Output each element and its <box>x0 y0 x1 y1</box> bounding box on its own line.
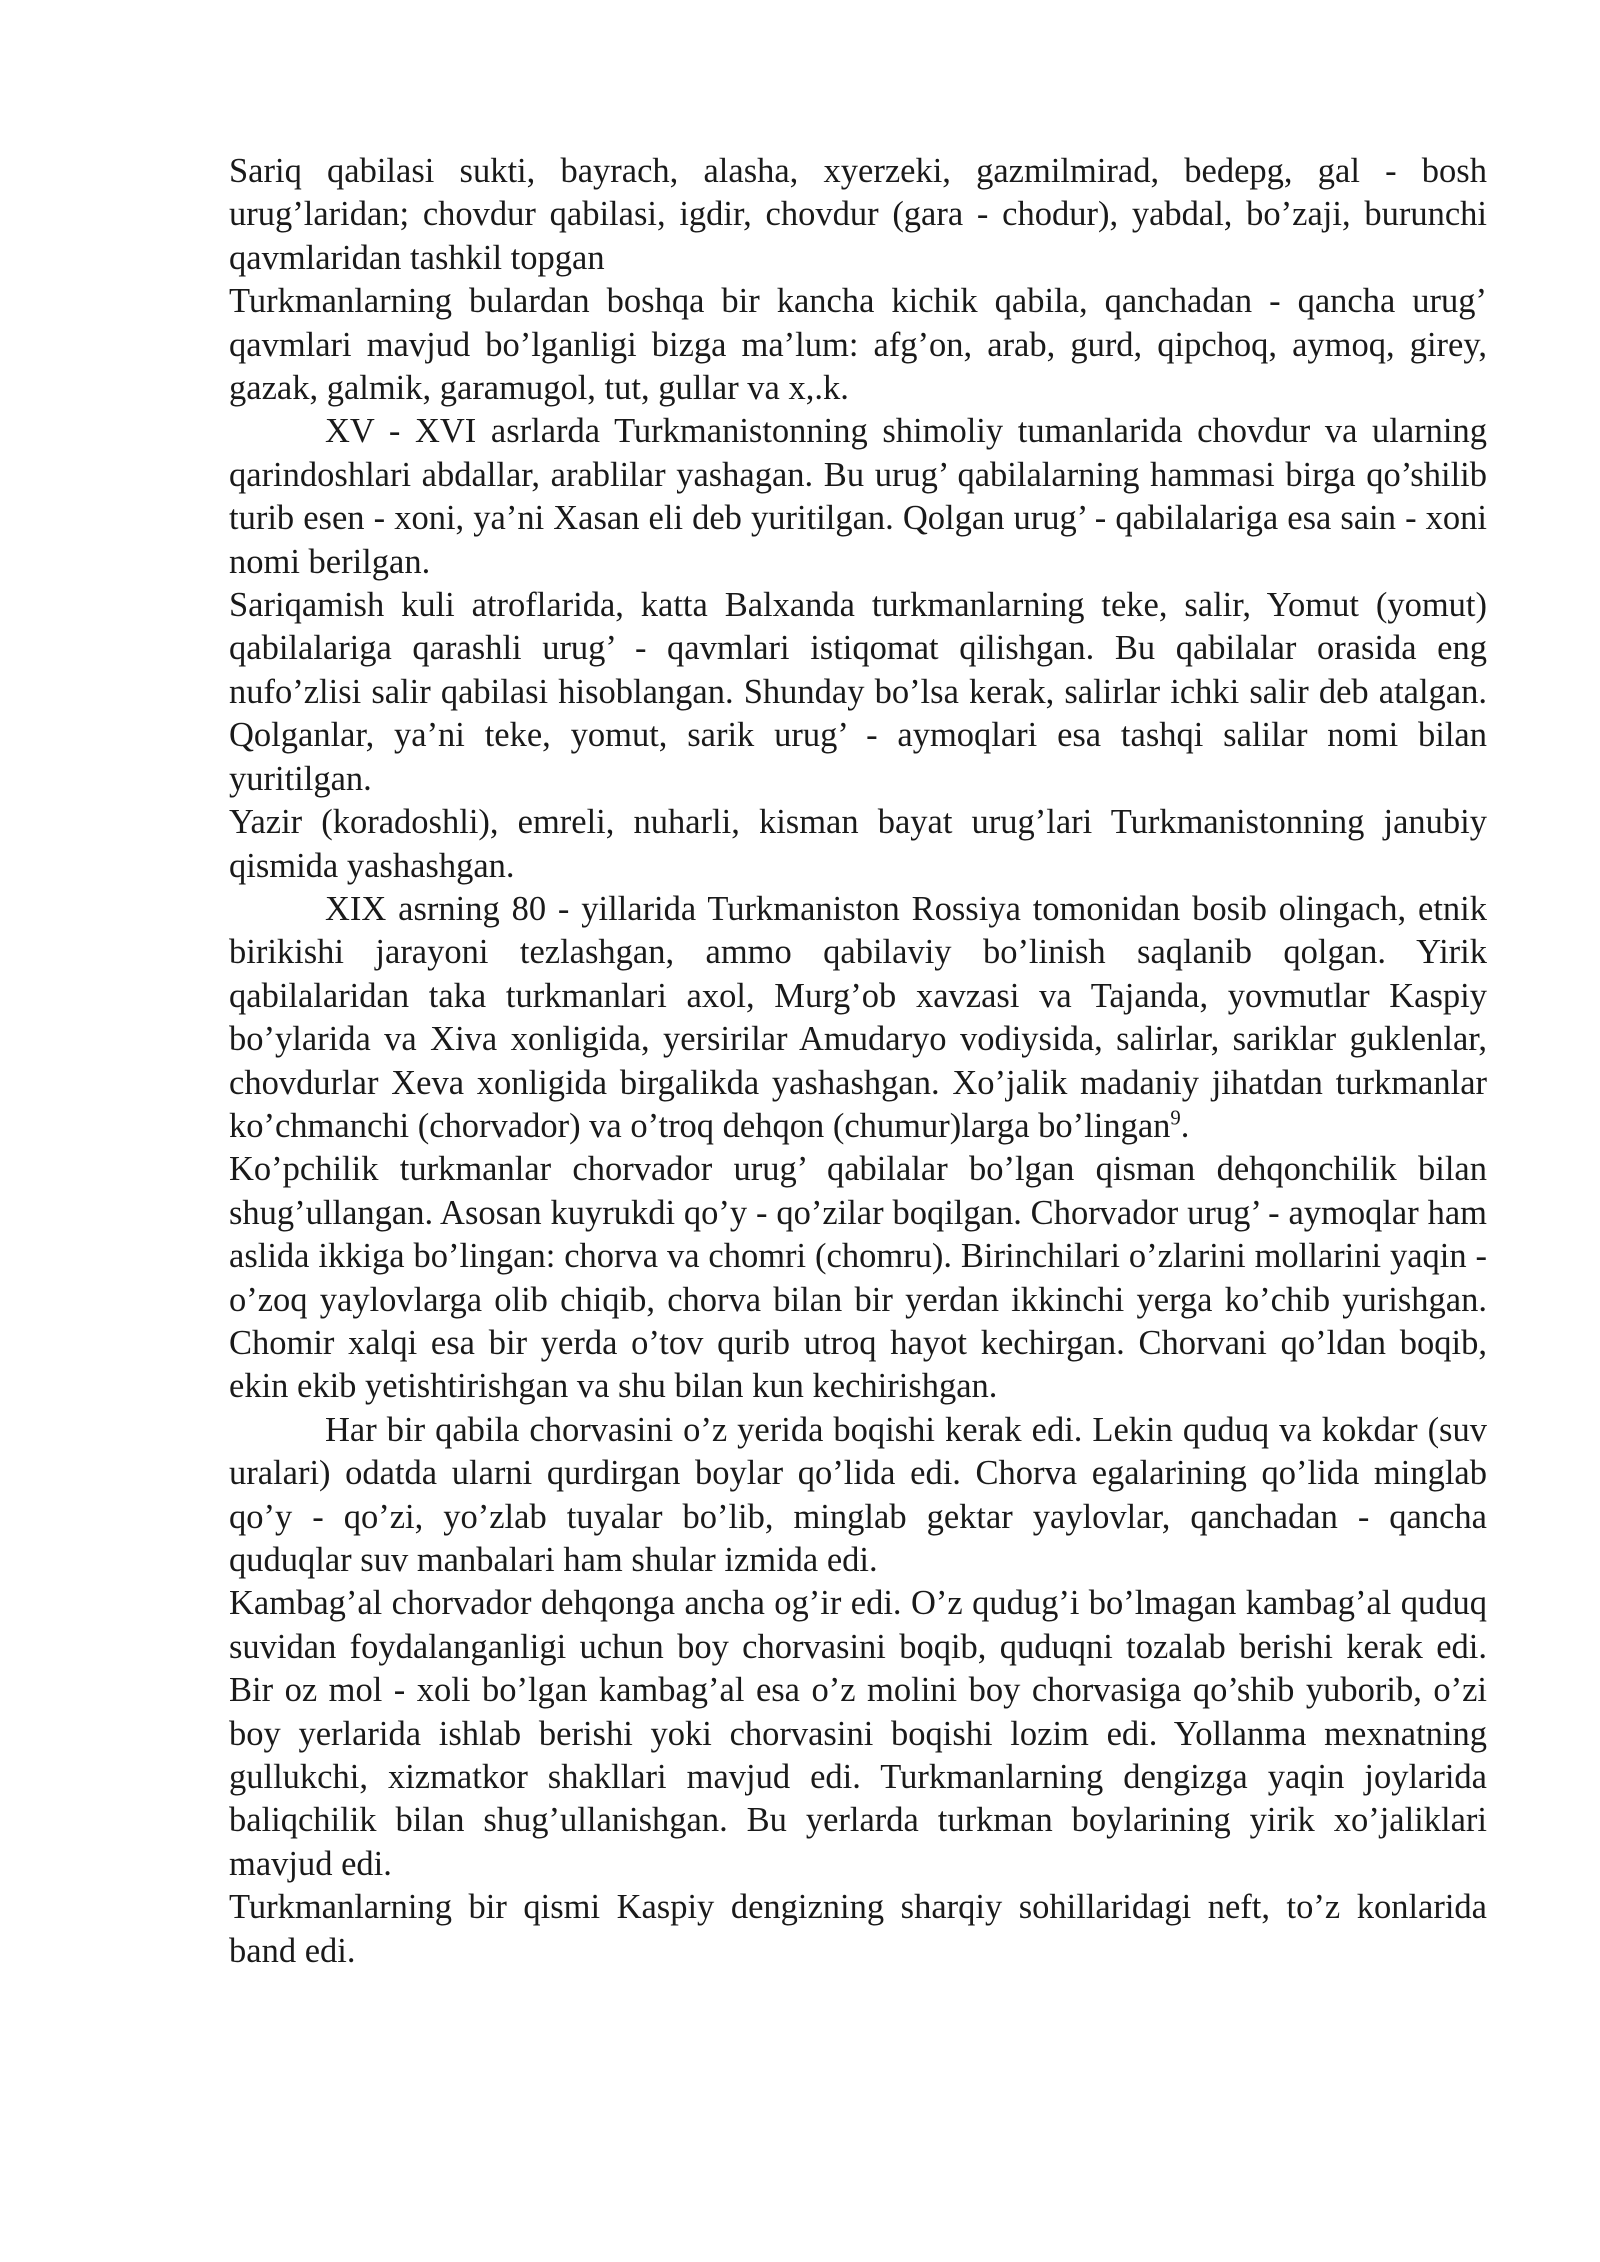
document-page <box>229 150 1487 1973</box>
footnote-marker: 9 <box>1170 1107 1181 1130</box>
paragraph-9: Kambag’al chorvador dehqonga ancha og’ir edi. O’z qudug’i bo’lmagan kambag’al quduq suvidan foydalanganligi uchun boy chorvasini boqib, quduqni tozalab berishi kerak edi. Bir oz mol - xoli bo’lgan kambag’al esa o’z molini boy chorvasiga qo’shib yuborib, o’zi boy yerlarida ishlab berishi yoki chorvasini boqishi lozim edi. Yollanma mexnatning gullukchi, xizmatkor shakllari mavjud edi. Turkmanlarning dengizga yaqin joylarida baliqchilik bilan shug’ullanishgan. Bu yerlarda turkman boylarining yirik xo’jaliklari mavjud edi. <box>229 1584 1487 1883</box>
paragraph-10: Turkmanlarning bir qismi Kaspiy dengizning sharqiy sohillaridagi neft, to’z konlarida band edi. <box>229 1888 1487 1970</box>
paragraph-2: Turkmanlarning bulardan boshqa bir kancha kichik qabila, qanchadan - qancha urug’ qavmlari mavjud bo’lganligi bizga ma’lum: afg’on, arab, gurd, qipchoq, aymoq, girey, gazak, galmik, garamugol, tut, gullar va x,.k. <box>229 282 1487 408</box>
paragraph-5: Yazir (koradoshli), emreli, nuharli, kisman bayat urug’lari Turkmanistonning janubiy qismida yashashgan. <box>229 803 1487 885</box>
paragraph-8: Har bir qabila chorvasini o’z yerida boqishi kerak edi. Lekin quduq va kokdar (suv uralari) odatda ularni qurdirgan boylar qo’lida edi. Chorva egalarining qo’lida minglab qo’y - qo’zi, yo’zlab tuyalar bo’lib, minglab gektar yaylovlar, qanchadan - qancha quduqlar suv manbalari ham shular izmida edi. <box>229 1410 1487 1579</box>
paragraph-6 <box>229 888 1487 1148</box>
paragraph-3: XV - XVI asrlarda Turkmanistonning shimoliy tumanlarida chovdur va ularning qarindoshlari abdallar, arablilar yashagan. Bu urug’ qabilalarning hammasi birga qo’shilib turib esen - xoni, ya’ni Xasan eli deb yuritilgan. Qolgan urug’ - qabilalariga esa sain - xoni nomi berilgan. <box>229 412 1487 581</box>
paragraph-1: Sariq qabilasi sukti, bayrach, alasha, xyerzeki, gazmilmirad, bedepg, gal - bosh urug’laridan; chovdur qabilasi, igdir, chovdur (gara - chodur), yabdal, bo’zaji, burunchi qavmlaridan tashkil topgan <box>229 152 1487 277</box>
paragraph-4: Sariqamish kuli atroflarida, katta Balxanda turkmanlarning teke, salir, Yomut (yomut) qabilalariga qarashli urug’ - qavmlari istiqomat qilishgan. Bu qabilalar orasida eng nufo’zlisi salir qabilasi hisoblangan. Shunday bo’lsa kerak, salirlar ichki salir deb atalgan. Qolganlar, ya’ni teke, yomut, sarik urug’ - aymoqlari esa tashqi salilar nomi bilan yuritilgan. <box>229 586 1487 798</box>
paragraph-7: Ko’pchilik turkmanlar chorvador urug’ qabilalar bo’lgan qisman dehqonchilik bilan shug’ullangan. Asosan kuyrukdi qo’y - qo’zilar boqilgan. Chorvador urug’ - aymoqlar ham aslida ikkiga bo’lingan: chorva va chomri (chomru). Birinchilari o’zlarini mollarini yaqin - o’zoq yaylovlarga olib chiqib, chorva bilan bir yerdan ikkinchi yerga ko’chib yurishgan. Chomir xalqi esa bir yerda o’tov qurib utroq hayot kechirgan. Chorvani qo’ldan boqib, ekin ekib yetishtirishgan va shu bilan kun kechirishgan. <box>229 1150 1487 1406</box>
paragraph-6-text: XIX asrning 80 - yillarida Turkmaniston Rossiya tomonidan bosib olingach, etnik birikishi jarayoni tezlashgan, ammo qabilaviy bo’linish saqlanib qolgan. Yirik qabilalaridan taka turkmanlari axol, Murg’ob xavzasi va Tajanda, yovmutlar Kaspiy bo’ylarida va Xiva xonligida, yersirilar Amudaryo vodiysida, salirlar, sariklar guklenlar, chovdurlar Xeva xonligida birgalikda yashashgan. Xo’jalik madaniy jihatdan turkmanlar ko’chmanchi (chorvador) va o’troq dehqon (chumur)larga bo’lingan <box>229 889 1487 1145</box>
paragraph-6-end: . <box>1180 1106 1190 1145</box>
